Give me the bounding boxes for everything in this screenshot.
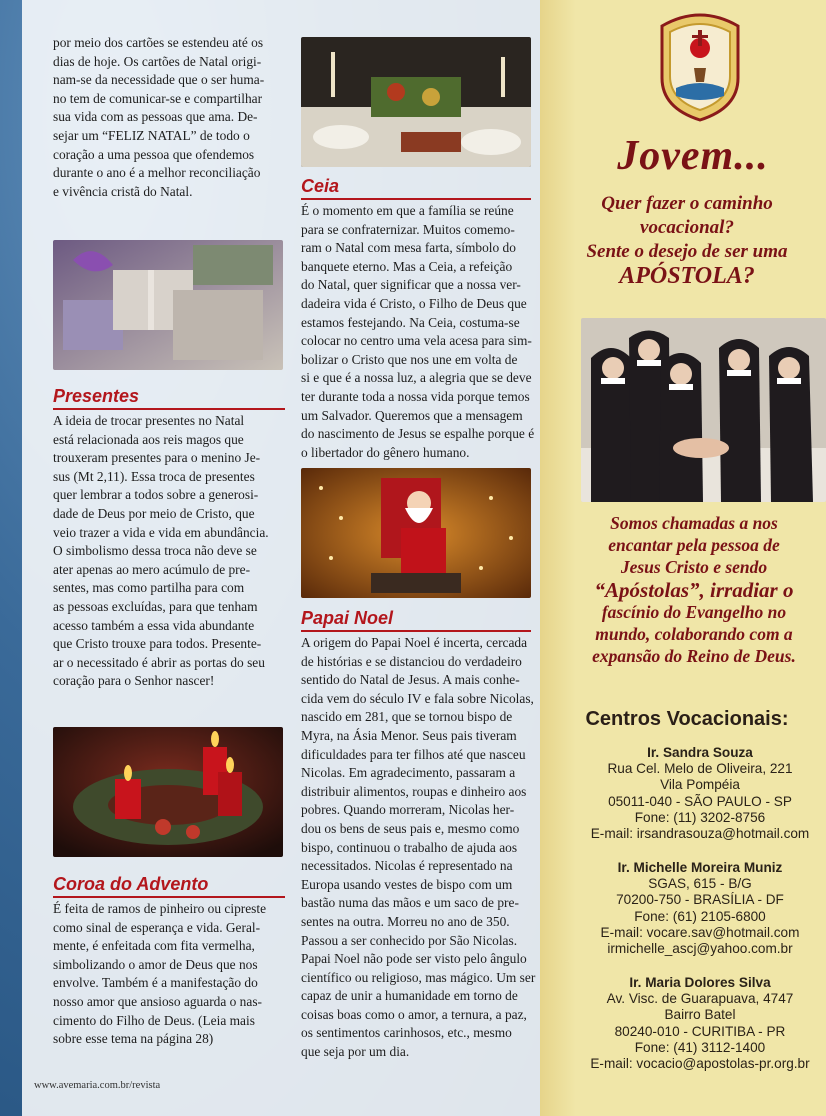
text-line: dificuldades para ter filhos até que nasceu: [301, 746, 526, 762]
text-line: coração a uma pessoa que ofendemos: [53, 146, 255, 162]
section-ceia: [301, 176, 535, 462]
contact-line: 70200-750 - BRASÍLIA - DF: [616, 892, 784, 908]
text-line: um Salvador. Queremos que a mensagem: [301, 407, 523, 423]
text-line: Europa usando vestes de bispo com um: [301, 876, 513, 892]
photo-christmas-dinner: [301, 37, 531, 167]
text-line: sua vida com as pessoas que ama. De-: [53, 109, 258, 125]
contact-name: Ir. Maria Dolores Silva: [629, 975, 771, 990]
contact-line: Fone: (11) 3202-8756: [634, 809, 766, 825]
centros-title: Centros Vocacionais:: [585, 708, 789, 730]
mission-line: Jesus Cristo e sendo: [620, 557, 768, 578]
text-line: A origem do Papai Noel é incerta, cercada: [301, 635, 528, 650]
sidebar-title: Jovem...: [617, 133, 769, 179]
question-apostola: APÓSTOLA?: [619, 263, 755, 289]
photo-santa-claus: [301, 468, 531, 598]
text-line: si e que é a nossa luz, a alegria que se deve: [301, 370, 532, 386]
text-line: acesso também a essa vida abundante: [53, 617, 255, 633]
section-presentes: [53, 386, 285, 691]
contact-michelle: [574, 860, 826, 957]
text-line: ram o Natal com mesa farta, símbolo do: [301, 240, 516, 256]
text-line: do Natal, quer significar que a nossa ver-: [301, 277, 521, 293]
mission-line: expansão do Reino de Deus.: [592, 646, 796, 667]
text-line: sobre esse tema na página 28): [53, 1031, 214, 1047]
contact-line: SGAS, 615 - B/G: [648, 876, 752, 892]
text-line: sentes na outra. Morreu no ano de 350.: [301, 913, 510, 929]
text-line: nam-se da necessidade que o ser huma-: [53, 72, 265, 88]
contact-line[interactable]: E-mail: vocacio@apostolas-pr.org.br: [590, 1056, 810, 1072]
text-line: de histórias e se distanciou do verdadeiro: [301, 653, 522, 669]
text-line: envolve. Também é a manifestação do: [53, 975, 258, 991]
text-line: sus (Mt 2,11). Essa troca de presentes: [53, 468, 255, 484]
text-line: bolizar o Cristo que nos une em volta de: [301, 351, 518, 367]
text-line: pobres. Quando morreram, Nicolas her-: [301, 802, 515, 818]
text-line: e vivência cristã do Natal.: [53, 183, 193, 199]
text-line: para se confraternizar. Muitos comemo-: [301, 221, 515, 237]
text-line: está relacionada aos reis magos que: [53, 431, 244, 447]
text-line: bastão numa das mãos e um saco de pre-: [301, 895, 519, 911]
contact-line: Av. Visc. de Guarapuava, 4747: [606, 991, 794, 1007]
text-line: dadeira vida é Cristo, o Filho de Deus que: [301, 295, 527, 311]
mission-line: encantar pela pessoa de: [608, 535, 780, 556]
contact-line: 05011-040 - SÃO PAULO - SP: [608, 793, 792, 809]
text-line: Passou a ser conhecido por São Nicolas.: [301, 932, 518, 948]
coroa-heading: Coroa do Advento: [53, 874, 285, 898]
text-line: mente, é enfeitada com fita vermelha,: [53, 938, 255, 954]
text-line: Myra, na Ásia Menor. Seus pais tiveram: [301, 727, 517, 743]
contact-line: Bairro Batel: [664, 1007, 736, 1023]
text-line: sentes, mas como partilha para com: [53, 580, 245, 596]
text-line: simbolizando o amor de Deus que nos: [53, 956, 258, 972]
text-line: nascido em 281, que se tornou bispo de: [301, 709, 513, 725]
text-line: coração para o Senhor nascer!: [53, 673, 215, 689]
text-line: Nicolas. Em agradecimento, passaram a: [301, 765, 516, 781]
contact-line: Fone: (41) 3112-1400: [634, 1039, 766, 1055]
contact-line: Vila Pompéia: [660, 777, 740, 793]
photo-advent-wreath: [53, 727, 283, 857]
text-line: como sinal de esperança e vida. Geral-: [53, 919, 261, 935]
text-line: capaz de unir a humanidade em torno de: [301, 988, 518, 1004]
text-line: distribuir alimentos, roupas e dinheiro aos: [301, 783, 527, 799]
contact-line[interactable]: E-mail: vocare.sav@hotmail.com: [600, 924, 800, 940]
text-line: O simbolismo dessa troca não deve se: [53, 543, 257, 559]
text-line: ar o necessitado é abrir as portas do seu: [53, 654, 265, 670]
text-line: dade de Deus por meio de Cristo, que: [53, 505, 255, 521]
section-coroa: [53, 874, 285, 1049]
text-line: por meio dos cartões se estendeu até os: [53, 35, 264, 50]
contact-line: Rua Cel. Melo de Oliveira, 221: [607, 761, 793, 777]
contact-maria-dolores: [574, 975, 826, 1072]
sidebar-mission: [562, 512, 826, 667]
question-line: vocacional?: [640, 217, 734, 238]
text-line: científico ou religioso, mas mágico. Um ser: [301, 969, 536, 985]
text-line: bispo, continuou o trabalho de ajuda aos: [301, 839, 518, 855]
text-line: trouxeram presentes para o menino Je-: [53, 450, 261, 466]
text-line: nosso amor que ansioso aguarda o nas-: [53, 993, 262, 1009]
mission-line: mundo, colaborando com a: [595, 624, 793, 645]
contact-name: Ir. Sandra Souza: [647, 745, 753, 760]
crest-logo: [654, 8, 746, 122]
text-line: coisas boas como o amor, a ternura, a paz,: [301, 1006, 527, 1022]
contact-sandra: [574, 745, 826, 842]
contact-line: 80240-010 - CURITIBA - PR: [614, 1023, 786, 1039]
ceia-heading: Ceia: [301, 176, 531, 200]
text-line: no tem de comunicar-se e compartilhar: [53, 90, 263, 106]
photo-sisters-group: [581, 318, 826, 502]
text-line: necessitados. Nicolas é representado na: [301, 858, 513, 874]
photo-gifts: [53, 240, 283, 370]
question-line: Sente o desejo de ser uma: [586, 241, 788, 262]
sidebar-question: [548, 192, 826, 288]
text-line: A ideia de trocar presentes no Natal: [53, 413, 245, 428]
text-line: os sentimentos carinhosos, etc., mesmo: [301, 1025, 512, 1041]
text-line: durante o ano é a melhor reconciliação: [53, 165, 261, 181]
papai-noel-heading: Papai Noel: [301, 608, 531, 632]
text-line: as pessoas excluídas, para que tenham: [53, 598, 258, 614]
section-papai-noel: [301, 608, 536, 1062]
intro-paragraph: [53, 34, 285, 201]
mission-line: “Apóstolas”, irradiar o: [594, 577, 794, 602]
presentes-heading: Presentes: [53, 386, 285, 410]
text-line: do nascimento de Jesus se espalhe porque é: [301, 426, 535, 442]
mission-line: Somos chamadas a nos: [610, 513, 778, 533]
question-line: Quer fazer o caminho: [601, 193, 773, 214]
text-line: É o momento em que a família se reúne: [301, 203, 514, 218]
text-line: dias de hoje. Os cartões de Natal origi-: [53, 53, 262, 69]
contact-line[interactable]: E-mail: irsandrasouza@hotmail.com: [590, 826, 810, 842]
text-line: colocar no centro uma vela acesa para sim-: [301, 333, 532, 349]
contact-line[interactable]: irmichelle_ascj@yahoo.com.br: [607, 941, 793, 957]
text-line: quer lembrar a todos sobre a generosi-: [53, 487, 259, 503]
text-line: ater apenas ao mero acúmulo de pre-: [53, 561, 251, 577]
text-line: que Cristo trouxe para todos. Presente-: [53, 636, 262, 652]
mission-line: fascínio do Evangelho no: [601, 601, 787, 622]
text-line: Papai Noel não pode ser visto pelo ângulo: [301, 951, 527, 967]
text-line: veio trazer a vida e vida em abundância.: [53, 524, 269, 540]
contact-name: Ir. Michelle Moreira Muniz: [617, 860, 783, 875]
text-line: sentido do Natal de Jesus. A mais conhe-: [301, 672, 520, 688]
text-line: É feita de ramos de pinheiro ou cipreste: [53, 901, 267, 916]
text-line: cida vem do século IV e fala sobre Nicolas,: [301, 690, 534, 706]
text-line: sejar um “FELIZ NATAL” de todo o: [53, 127, 250, 143]
contact-line: Fone: (61) 2105-6800: [634, 908, 766, 924]
text-line: que seja por um dia.: [301, 1044, 410, 1060]
footer-url: www.avemaria.com.br/revista: [34, 1080, 161, 1091]
text-line: dou os bens de seus pais e, mesmo como: [301, 820, 520, 836]
text-line: o libertador do gênero humano.: [301, 444, 470, 460]
text-line: ter durante toda a nossa vida porque temos: [301, 388, 530, 404]
text-line: cimento do Filho de Deus. (Leia mais: [53, 1012, 255, 1028]
text-line: banquete eterno. Mas a Ceia, a refeição: [301, 258, 513, 274]
text-line: estamos festejando. Na Ceia, costuma-se: [301, 314, 520, 330]
